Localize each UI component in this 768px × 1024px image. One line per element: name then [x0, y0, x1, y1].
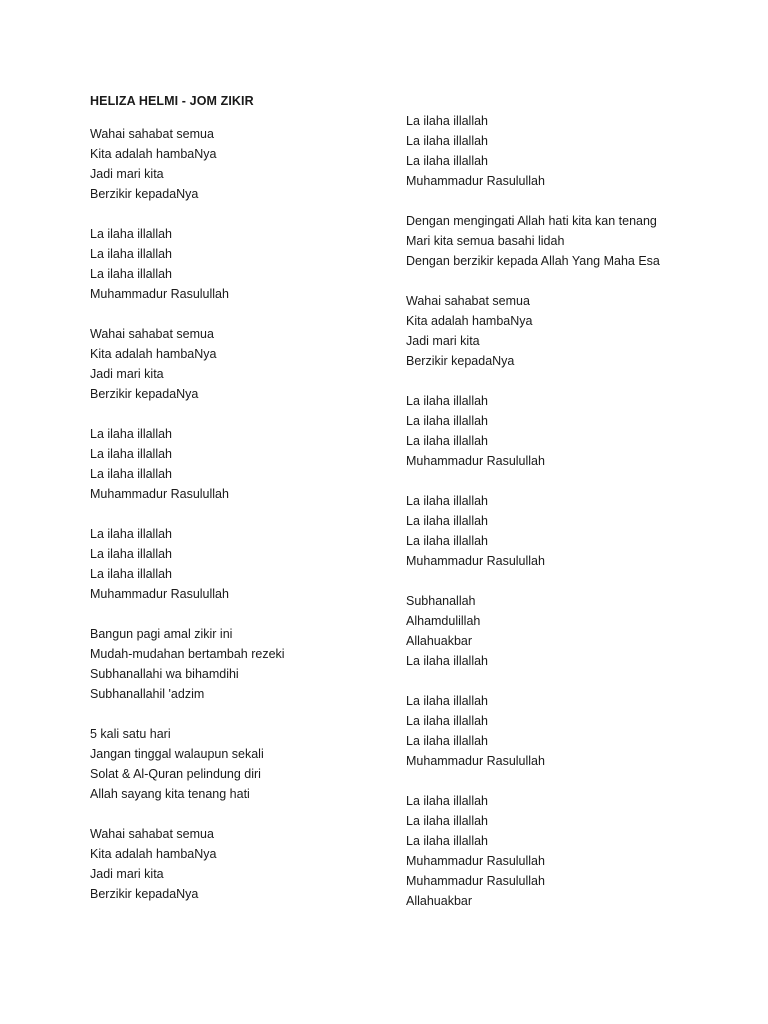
lyric-line: La ilaha illallah	[406, 834, 489, 848]
lyric-line: Muhammadur Rasulullah	[406, 554, 545, 568]
lyric-line: Allah sayang kita tenang hati	[90, 787, 250, 801]
lyric-line: Wahai sahabat semua	[90, 827, 214, 841]
lyric-line: Berzikir kepadaNya	[90, 187, 199, 201]
lyric-line: La ilaha illallah	[90, 267, 173, 281]
lyric-line: Subhanallah	[406, 594, 476, 608]
lyric-line: Mudah-mudahan bertambah rezeki	[90, 647, 285, 661]
lyric-line: Muhammadur Rasulullah	[90, 587, 229, 601]
lyric-line: La ilaha illallah	[406, 134, 489, 148]
lyric-line: Berzikir kepadaNya	[406, 354, 515, 368]
lyric-line: La ilaha illallah	[406, 714, 489, 728]
lyric-line: Jadi mari kita	[90, 367, 164, 381]
lyric-line: Muhammadur Rasulullah	[406, 854, 545, 868]
lyric-line: La ilaha illallah	[406, 394, 489, 408]
lyric-line: Muhammadur Rasulullah	[406, 454, 545, 468]
lyric-line: Jangan tinggal walaupun sekali	[90, 747, 264, 761]
lyric-line: La ilaha illallah	[406, 154, 489, 168]
lyric-line: La ilaha illallah	[90, 547, 173, 561]
lyric-line: Muhammadur Rasulullah	[90, 487, 229, 501]
lyric-line: La ilaha illallah	[90, 527, 173, 541]
lyric-line: Jadi mari kita	[90, 867, 164, 881]
lyric-line: Kita adalah hambaNya	[90, 147, 217, 161]
lyric-line: Wahai sahabat semua	[90, 327, 214, 341]
lyric-line: La ilaha illallah	[406, 534, 489, 548]
lyric-line: Mari kita semua basahi lidah	[406, 234, 565, 248]
lyric-line: Kita adalah hambaNya	[90, 347, 217, 361]
lyric-line: La ilaha illallah	[90, 567, 173, 581]
lyric-line: Muhammadur Rasulullah	[406, 754, 545, 768]
lyric-line: Jadi mari kita	[406, 334, 480, 348]
lyric-line: Muhammadur Rasulullah	[406, 874, 545, 888]
lyric-line: La ilaha illallah	[406, 494, 489, 508]
lyric-line: Berzikir kepadaNya	[90, 387, 199, 401]
lyric-line: Subhanallahi wa bihamdihi	[90, 667, 239, 681]
lyric-line: La ilaha illallah	[90, 447, 173, 461]
lyric-line: La ilaha illallah	[406, 114, 489, 128]
lyric-line: Subhanallahil 'adzim	[90, 687, 205, 701]
lyric-line: Wahai sahabat semua	[90, 127, 214, 141]
lyric-line: La ilaha illallah	[90, 227, 173, 241]
lyric-line: Jadi mari kita	[90, 167, 164, 181]
lyric-line: La ilaha illallah	[406, 694, 489, 708]
lyric-line: La ilaha illallah	[406, 814, 489, 828]
lyric-line: Wahai sahabat semua	[406, 294, 530, 308]
lyric-line: Allahuakbar	[406, 634, 473, 648]
lyric-line: Dengan berzikir kepada Allah Yang Maha Esa	[406, 254, 660, 268]
lyric-line: La ilaha illallah	[90, 467, 173, 481]
lyric-line: La ilaha illallah	[406, 434, 489, 448]
lyric-line: La ilaha illallah	[406, 414, 489, 428]
document-title: HELIZA HELMI - JOM ZIKIR	[90, 94, 254, 108]
lyric-line: Kita adalah hambaNya	[90, 847, 217, 861]
lyric-line: La ilaha illallah	[406, 654, 489, 668]
lyric-line: 5 kali satu hari	[90, 727, 171, 741]
lyric-line: Solat & Al-Quran pelindung diri	[90, 767, 261, 781]
lyric-line: Muhammadur Rasulullah	[406, 174, 545, 188]
lyric-line: Muhammadur Rasulullah	[90, 287, 229, 301]
lyric-line: La ilaha illallah	[90, 247, 173, 261]
lyric-line: Bangun pagi amal zikir ini	[90, 627, 233, 641]
lyric-line: La ilaha illallah	[406, 794, 489, 808]
lyric-line: Allahuakbar	[406, 894, 473, 908]
lyric-line: Berzikir kepadaNya	[90, 887, 199, 901]
lyric-line: Kita adalah hambaNya	[406, 314, 533, 328]
lyric-line: Dengan mengingati Allah hati kita kan tenang	[406, 214, 657, 228]
lyric-line: Alhamdulillah	[406, 614, 481, 628]
lyric-line: La ilaha illallah	[406, 514, 489, 528]
lyric-line: La ilaha illallah	[406, 734, 489, 748]
lyric-line: La ilaha illallah	[90, 427, 173, 441]
